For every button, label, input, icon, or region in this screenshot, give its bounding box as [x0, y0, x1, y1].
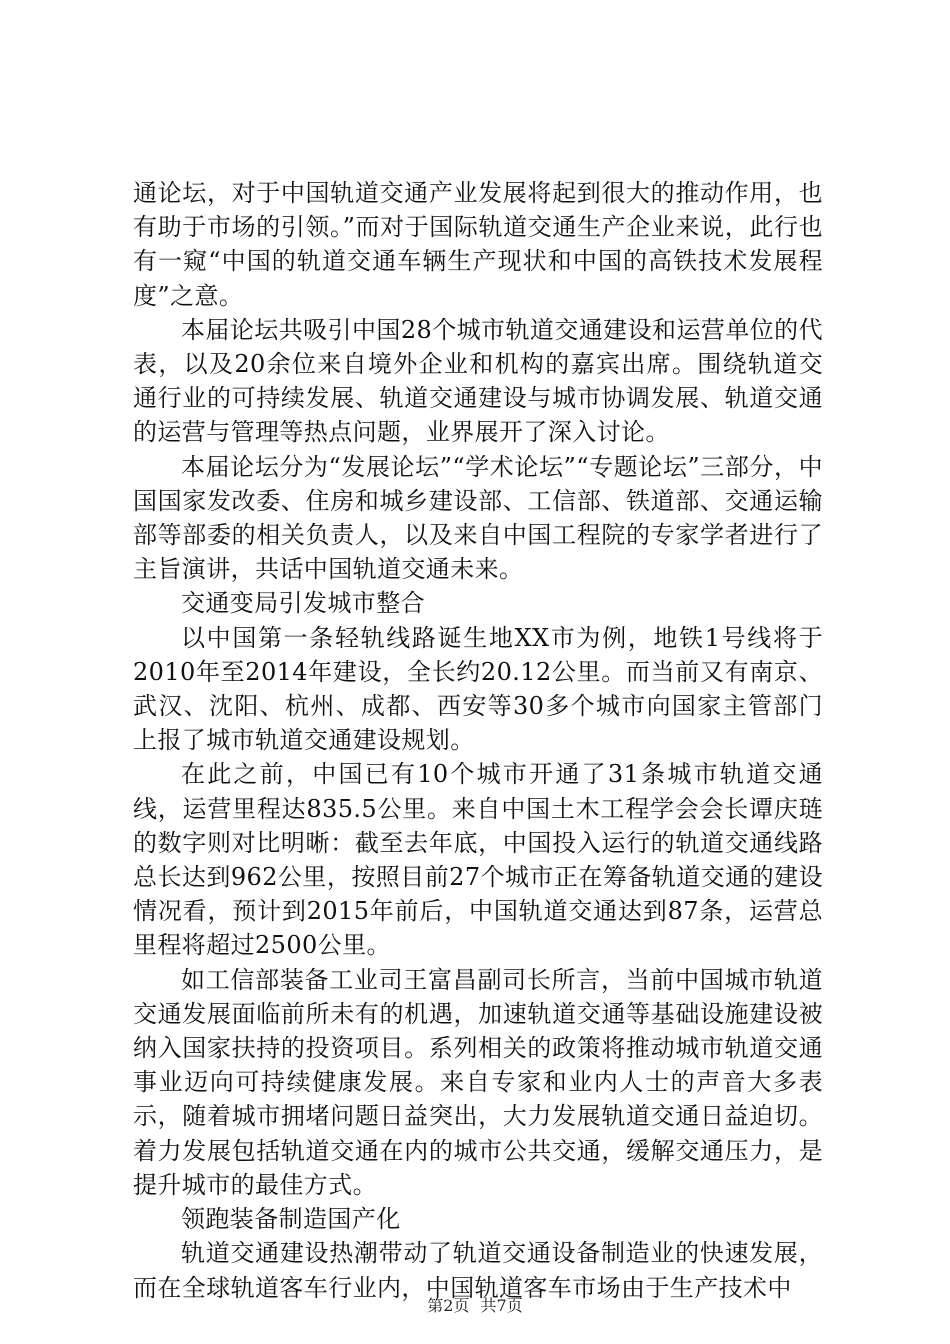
paragraph-forum-attendance: 本届论坛共吸引中国28个城市轨道交通建设和运营单位的代表，以及20余位来自境外企业和机构的嘉宾出席。围绕轨道交通行业的可持续发展、轨道交通建设与城市协调发展、轨道交通的运营与管理等热点问题，业界展开了深入讨论。 — [133, 315, 823, 447]
section-heading-equipment-localization: 领跑装备制造国产化 — [181, 1205, 401, 1234]
paragraph-continuation: 通论坛，对于中国轨道交通产业发展将起到很大的推动作用，也有助于市场的引领。”而对于国际轨道交通生产企业来说，此行也有一窥“中国的轨道交通车辆生产现状和中国的高铁技术发展程度”之意。 — [133, 179, 823, 310]
page-total: 共7页 — [480, 1296, 523, 1315]
paragraph-metro-line-example: 以中国第一条轻轨线路诞生地XX市为例，地铁1号线将于2010年至2014年建设，全长约20.12公里。而当前又有南京、武汉、沈阳、杭州、成都、西安等30多个城市向国家主管部门上报了城市轨道交通建设规划。 — [133, 623, 823, 755]
page-number: 第2页 — [427, 1296, 470, 1315]
paragraph-forum-sections: 本届论坛分为“发展论坛”“学术论坛”“专题论坛”三部分，中国国家发改委、住房和城乡建设部、工信部、铁道部、交通运输部等部委的相关负责人，以及来自中国工程院的专家学者进行了主旨演讲，共话中国轨道交通未来。 — [133, 452, 823, 584]
document-body — [133, 176, 823, 1305]
paragraph-development-opportunity: 如工信部装备工业司王富昌副司长所言，当前中国城市轨道交通发展面临前所未有的机遇，加速轨道交通等基础设施建设被纳入国家扶持的投资项目。系列相关的政策将推动城市轨道交通事业迈向可持续健康发展。来自专家和业内人士的声音大多表示，随着城市拥堵问题日益突出，大力发展轨道交通日益迫切。着力发展包括轨道交通在内的城市公共交通，缓解交通压力，是提升城市的最佳方式。 — [133, 965, 823, 1199]
paragraph-operating-mileage: 在此之前，中国已有10个城市开通了31条城市轨道交通线，运营里程达835.5公里。来自中国土木工程学会会长谭庆琏的数字则对比明晰：截至去年底，中国投入运行的轨道交通线路总长达到962公里，按照目前27个城市正在筹备轨道交通的建设情况看，预计到2015年前后，中国轨道交通达到87条，运营总里程将超过2500公里。 — [133, 760, 823, 960]
page-footer — [0, 1293, 950, 1316]
paragraph-equipment-manufacturing: 轨道交通建设热潮带动了轨道交通设备制造业的快速发展，而在全球轨道客车行业内，中国轨道客车市场由于生产技术中 — [133, 1239, 823, 1302]
section-heading-city-integration: 交通变局引发城市整合 — [181, 589, 425, 618]
